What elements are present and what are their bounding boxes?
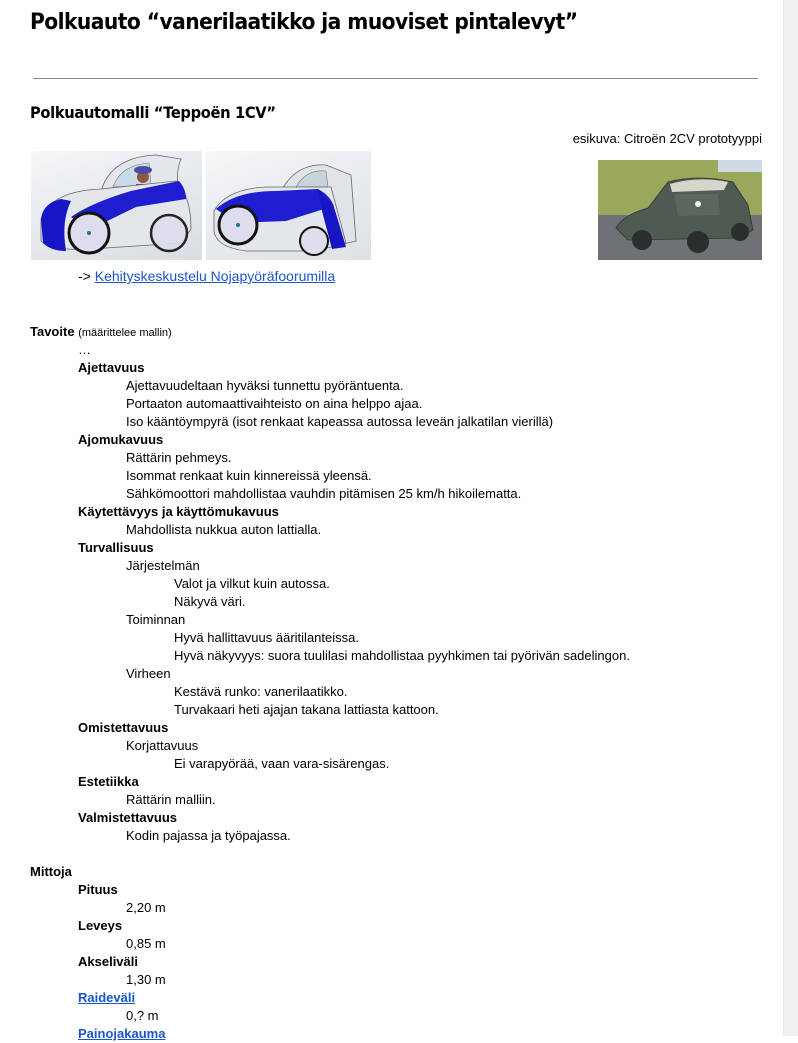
inspiration-caption: esikuva: Citroën 2CV prototyyppi: [572, 131, 762, 146]
render-rear-view-image: [206, 151, 371, 260]
goal-heading-row: [30, 323, 630, 341]
section-label: Ajettavuus: [78, 360, 145, 375]
dimension-label: Pituus: [78, 882, 118, 897]
section-item: Iso kääntöympyrä (isot renkaat kapeassa autossa leveän jalkatilan vierillä): [126, 414, 554, 429]
group-item: Kestävä runko: vanerilaatikko.: [174, 684, 348, 699]
weight-distribution-link[interactable]: Painojakauma: [78, 1026, 166, 1041]
group-label: Toiminnan: [126, 612, 186, 627]
group-item: Ei varapyörää, vaan vara-sisärengas.: [174, 756, 390, 771]
arrow-prefix: ->: [78, 268, 91, 284]
dimension-value: 0,85 m: [126, 936, 166, 951]
goal-heading: Tavoite: [30, 324, 75, 339]
section-item: Portaaton automaattivaihteisto on aina helppo ajaa.: [126, 396, 423, 411]
group-label: Järjestelmän: [126, 558, 200, 573]
section-item: Sähkömoottori mahdollistaa vauhdin pitämisen 25 km/h hikoilematta.: [126, 486, 522, 501]
goals-outline: [30, 323, 630, 1043]
group-item: Turvakaari heti ajajan takana lattiasta kattoon.: [174, 702, 439, 717]
dimension-value: 2,20 m: [126, 900, 166, 915]
section-item: Rättärin pehmeys.: [126, 450, 232, 465]
page-title: Polkuauto “vanerilaatikko ja muoviset pintalevyt”: [30, 10, 578, 35]
dimension-label: Akseliväli: [78, 954, 138, 969]
section-item: Rättärin malliin.: [126, 792, 216, 807]
goal-note: (määrittelee mallin): [78, 327, 172, 339]
spacer: [30, 845, 630, 863]
render-front-view-image: [31, 151, 202, 260]
model-subtitle: Polkuautomalli “Teppoën 1CV”: [30, 103, 276, 122]
group-item: Hyvä näkyvyys: suora tuulilasi mahdollistaa pyyhkimen tai pyörivän sadelingon.: [174, 648, 630, 663]
section-label: Turvallisuus: [78, 540, 154, 555]
group-item: Näkyvä väri.: [174, 594, 246, 609]
group-label: Virheen: [126, 666, 171, 681]
dimension-label: Leveys: [78, 918, 123, 933]
section-label: Käytettävyys ja käyttömukavuus: [78, 504, 279, 519]
section-item: Mahdollista nukkua auton lattialla.: [126, 522, 322, 537]
goal-ellipsis: …: [78, 342, 91, 357]
horizontal-rule: [33, 78, 758, 79]
dimension-value: 1,30 m: [126, 972, 166, 987]
dimensions-heading: Mittoja: [30, 864, 72, 879]
section-label: Estetiikka: [78, 774, 139, 789]
section-label: Valmistettavuus: [78, 810, 177, 825]
group-item: Hyvä hallittavuus ääritilanteissa.: [174, 630, 359, 645]
section-label: Omistettavuus: [78, 720, 169, 735]
track-width-link[interactable]: Raideväli: [78, 990, 136, 1005]
citroen-2cv-photo: [598, 160, 762, 260]
discussion-link-line: [78, 268, 335, 284]
discussion-forum-link[interactable]: Kehityskeskustelu Nojapyöräfoorumilla: [94, 268, 336, 284]
group-label: Korjattavuus: [126, 738, 199, 753]
section-item: Ajettavuudeltaan hyväksi tunnettu pyöräntuenta.: [126, 378, 404, 393]
group-item: Valot ja vilkut kuin autossa.: [174, 576, 330, 591]
section-label: Ajomukavuus: [78, 432, 164, 447]
dimension-value: 0,? m: [126, 1008, 159, 1023]
section-item: Isommat renkaat kuin kinnereissä yleensä.: [126, 468, 372, 483]
vertical-scrollbar[interactable]: [783, 0, 798, 1036]
section-item: Kodin pajassa ja työpajassa.: [126, 828, 291, 843]
